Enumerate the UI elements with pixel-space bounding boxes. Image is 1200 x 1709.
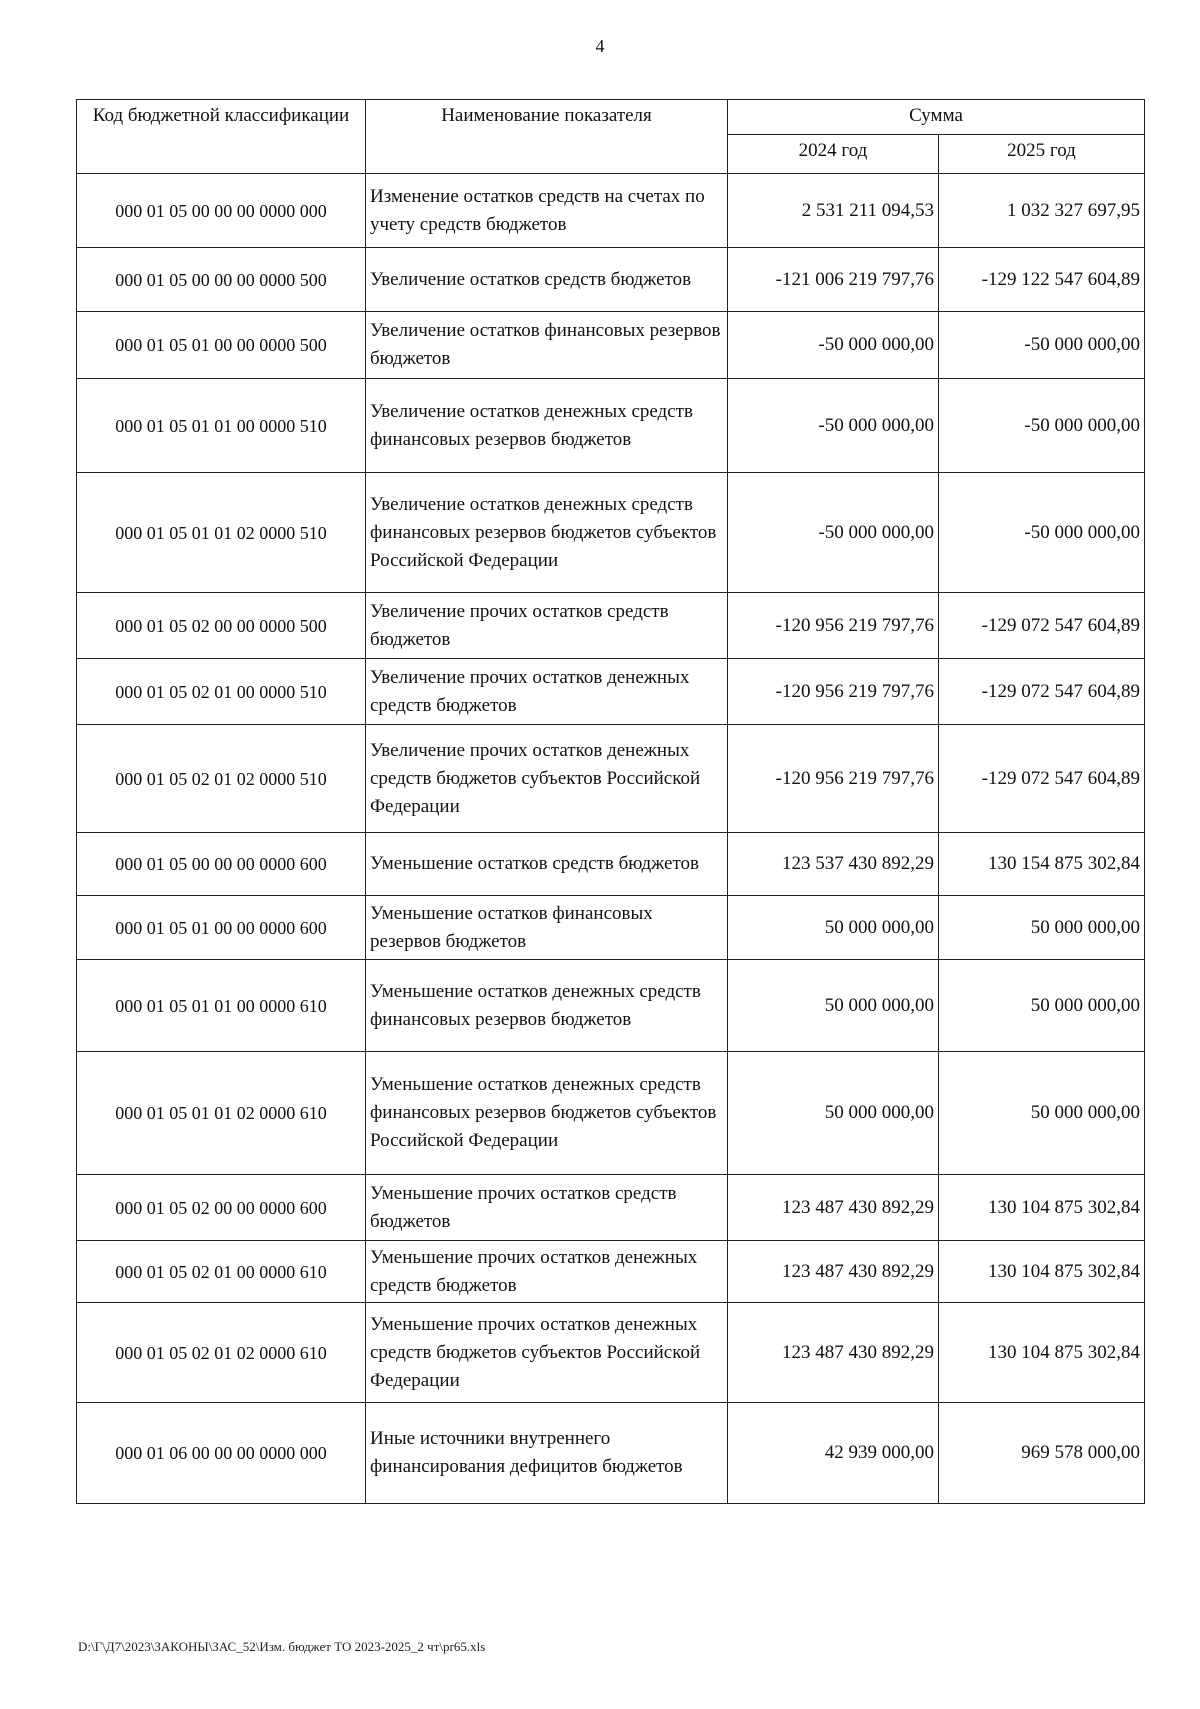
row-amount-2024: 123 487 430 892,29 [728,1303,939,1403]
row-amount-2025: 969 578 000,00 [939,1403,1145,1504]
row-code: 000 01 05 01 01 00 0000 510 [77,379,366,473]
table-header [77,100,1145,174]
header-year-2025: 2025 год [939,135,1145,174]
row-amount-2025: -50 000 000,00 [939,379,1145,473]
row-amount-2025: 50 000 000,00 [939,960,1145,1052]
row-code: 000 01 05 02 00 00 0000 600 [77,1175,366,1241]
table-row [77,960,1145,1052]
row-code: 000 01 05 00 00 00 0000 000 [77,174,366,248]
table-row [77,896,1145,960]
row-amount-2025: -129 072 547 604,89 [939,725,1145,833]
row-amount-2025: 130 104 875 302,84 [939,1303,1145,1403]
row-code: 000 01 06 00 00 00 0000 000 [77,1403,366,1504]
table-row [77,1175,1145,1241]
row-amount-2025: -129 072 547 604,89 [939,659,1145,725]
row-amount-2025: 130 154 875 302,84 [939,833,1145,896]
header-name: Наименование показателя [366,100,728,174]
row-name: Уменьшение прочих остатков денежных средств бюджетов [366,1241,728,1303]
row-amount-2024: 50 000 000,00 [728,896,939,960]
row-name: Уменьшение прочих остатков денежных средств бюджетов субъектов Российской Федерации [366,1303,728,1403]
row-amount-2024: -121 006 219 797,76 [728,248,939,312]
table-row [77,379,1145,473]
row-amount-2024: 2 531 211 094,53 [728,174,939,248]
row-code: 000 01 05 01 01 00 0000 610 [77,960,366,1052]
row-name: Увеличение остатков денежных средств финансовых резервов бюджетов [366,379,728,473]
row-name: Увеличение остатков денежных средств финансовых резервов бюджетов субъектов Российской Федерации [366,473,728,593]
row-code: 000 01 05 01 00 00 0000 600 [77,896,366,960]
row-code: 000 01 05 00 00 00 0000 600 [77,833,366,896]
row-code: 000 01 05 02 01 00 0000 610 [77,1241,366,1303]
row-code: 000 01 05 02 00 00 0000 500 [77,593,366,659]
table-row [77,248,1145,312]
row-name: Изменение остатков средств на счетах по учету средств бюджетов [366,174,728,248]
row-amount-2025: 1 032 327 697,95 [939,174,1145,248]
row-amount-2024: -120 956 219 797,76 [728,659,939,725]
row-amount-2024: -50 000 000,00 [728,312,939,379]
page-number: 4 [595,36,605,56]
row-amount-2024: 123 537 430 892,29 [728,833,939,896]
row-code: 000 01 05 01 01 02 0000 610 [77,1052,366,1175]
budget-table [76,99,1145,1504]
row-amount-2025: 130 104 875 302,84 [939,1241,1145,1303]
table-row [77,833,1145,896]
row-name: Увеличение прочих остатков денежных средств бюджетов субъектов Российской Федерации [366,725,728,833]
row-amount-2025: -50 000 000,00 [939,473,1145,593]
table-row [77,725,1145,833]
file-path-footer: D:\Г\Д7\2023\ЗАКОНЫ\ЗАС_52\Изм. бюджет ТО 2023-2025_2 чт\pr65.xls [78,1639,486,1654]
row-name: Иные источники внутреннего финансирования дефицитов бюджетов [366,1403,728,1504]
row-name: Уменьшение остатков средств бюджетов [366,833,728,896]
table-row [77,1241,1145,1303]
table-row [77,1052,1145,1175]
table-row [77,1403,1145,1504]
table-row [77,312,1145,379]
table-row [77,473,1145,593]
row-amount-2025: 50 000 000,00 [939,896,1145,960]
row-amount-2024: 50 000 000,00 [728,1052,939,1175]
row-name: Уменьшение остатков денежных средств финансовых резервов бюджетов [366,960,728,1052]
row-amount-2025: -129 122 547 604,89 [939,248,1145,312]
table-row [77,659,1145,725]
row-code: 000 01 05 01 01 02 0000 510 [77,473,366,593]
row-amount-2024: 42 939 000,00 [728,1403,939,1504]
row-name: Уменьшение остатков финансовых резервов бюджетов [366,896,728,960]
header-code: Код бюджетной классификации [77,100,366,174]
row-name: Увеличение прочих остатков денежных средств бюджетов [366,659,728,725]
row-amount-2024: -120 956 219 797,76 [728,725,939,833]
row-name: Увеличение остатков финансовых резервов бюджетов [366,312,728,379]
row-amount-2024: -50 000 000,00 [728,473,939,593]
row-amount-2024: 123 487 430 892,29 [728,1175,939,1241]
row-amount-2025: -50 000 000,00 [939,312,1145,379]
row-name: Увеличение остатков средств бюджетов [366,248,728,312]
row-code: 000 01 05 02 01 02 0000 510 [77,725,366,833]
row-code: 000 01 05 00 00 00 0000 500 [77,248,366,312]
table-row [77,1303,1145,1403]
row-name: Уменьшение прочих остатков средств бюджетов [366,1175,728,1241]
header-year-2024: 2024 год [728,135,939,174]
row-amount-2024: 123 487 430 892,29 [728,1241,939,1303]
table-row [77,593,1145,659]
row-amount-2024: -50 000 000,00 [728,379,939,473]
row-name: Уменьшение остатков денежных средств финансовых резервов бюджетов субъектов Российской Федерации [366,1052,728,1175]
row-amount-2025: 50 000 000,00 [939,1052,1145,1175]
row-amount-2025: 130 104 875 302,84 [939,1175,1145,1241]
row-amount-2024: -120 956 219 797,76 [728,593,939,659]
header-sum: Сумма [728,100,1145,135]
row-code: 000 01 05 02 01 00 0000 510 [77,659,366,725]
row-amount-2025: -129 072 547 604,89 [939,593,1145,659]
row-code: 000 01 05 01 00 00 0000 500 [77,312,366,379]
row-amount-2024: 50 000 000,00 [728,960,939,1052]
table-row [77,174,1145,248]
row-code: 000 01 05 02 01 02 0000 610 [77,1303,366,1403]
row-name: Увеличение прочих остатков средств бюджетов [366,593,728,659]
